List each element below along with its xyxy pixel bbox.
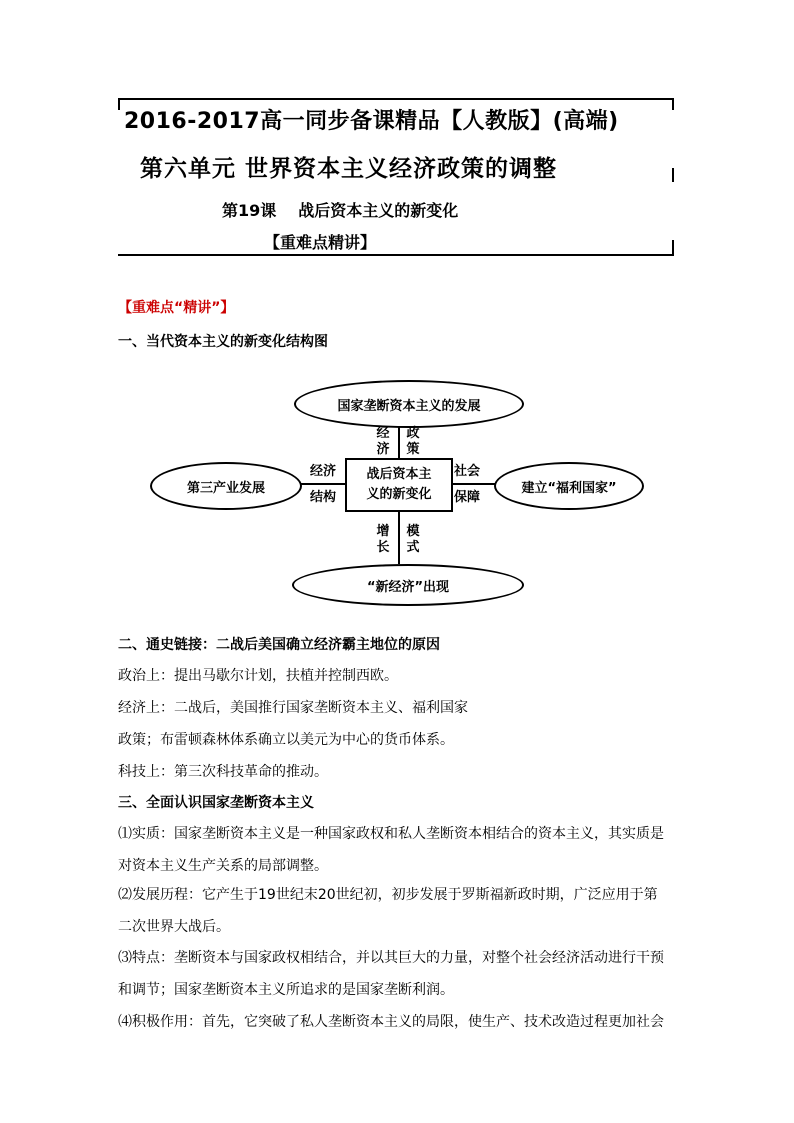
label-right-bottom: 保障 (454, 490, 481, 505)
banner-right-mark-lower (672, 240, 674, 254)
section3-line: ⑷积极作用：首先，它突破了私人垄断资本主义的局限，使生产、技术改造过程更加社会 (118, 1014, 664, 1030)
key-points-heading: 【重难点“精讲”】 (118, 300, 235, 316)
section3-line: 对资本主义生产关系的局部调整。 (118, 858, 328, 874)
connector-right (451, 483, 496, 485)
banner-subtitle: 【重难点精讲】 (264, 233, 377, 252)
banner-right-mark (672, 168, 674, 182)
label-left-bottom: 结构 (310, 490, 337, 505)
banner-left-tick (118, 98, 120, 110)
ellipse-right: 建立“福利国家” (494, 462, 644, 510)
label-left-top: 经济 (310, 464, 337, 479)
section2-line: 政治上：提出马歇尔计划，扶植并控制西欧。 (118, 668, 398, 684)
lesson-number: 第19课 (222, 201, 277, 220)
connector-top (398, 426, 400, 458)
banner-series-title: 2016-2017高一同步备课精品【人教版】(高端) (124, 109, 619, 134)
structure-diagram (148, 378, 644, 606)
label-bottom-left: 增长 (376, 524, 390, 555)
banner-lesson-title (222, 198, 458, 221)
banner-bottom-rule (118, 254, 674, 256)
connector-left (300, 483, 345, 485)
header-banner (118, 98, 674, 258)
banner-top-rule (118, 98, 674, 100)
label-top-right: 政策 (406, 426, 420, 457)
label-bottom-right: 模式 (406, 524, 420, 555)
section2-title: 二、通史链接：二战后美国确立经济霸主地位的原因 (118, 637, 440, 653)
connector-bottom (398, 510, 400, 564)
section2-line: 政策；布雷顿森林体系确立以美元为中心的货币体系。 (118, 732, 454, 748)
lesson-name: 战后资本主义的新变化 (298, 201, 459, 220)
ellipse-left: 第三产业发展 (150, 462, 302, 510)
center-line2: 义的新变化 (366, 487, 432, 502)
center-box (345, 458, 453, 512)
section3-title: 三、全面认识国家垄断资本主义 (118, 795, 314, 811)
center-line1: 战后资本主 (366, 467, 432, 482)
section3-line: 二次世界大战后。 (118, 919, 230, 935)
ellipse-bottom: “新经济”出现 (292, 564, 524, 606)
section3-line: 和调节；国家垄断资本主义所追求的是国家垄断利润。 (118, 982, 454, 998)
section2-line: 科技上：第三次科技革命的推动。 (118, 764, 328, 780)
section3-line: ⑵发展历程：它产生于19世纪末20世纪初，初步发展于罗斯福新政时期，广泛应用于第 (118, 887, 658, 903)
section3-line: ⑴实质：国家垄断资本主义是一种国家政权和私人垄断资本相结合的资本主义，其实质是 (118, 826, 664, 842)
banner-right-tick (672, 98, 674, 110)
label-right-top: 社会 (454, 464, 481, 479)
ellipse-top: 国家垄断资本主义的发展 (294, 380, 524, 428)
section2-line: 经济上：二战后，美国推行国家垄断资本主义、福利国家 (118, 700, 468, 716)
section3-line: ⑶特点：垄断资本与国家政权相结合，并以其巨大的力量，对整个社会经济活动进行干预 (118, 950, 664, 966)
section1-title: 一、当代资本主义的新变化结构图 (118, 334, 328, 350)
label-top-left: 经济 (376, 426, 390, 457)
banner-unit-title: 第六单元 世界资本主义经济政策的调整 (140, 156, 558, 182)
